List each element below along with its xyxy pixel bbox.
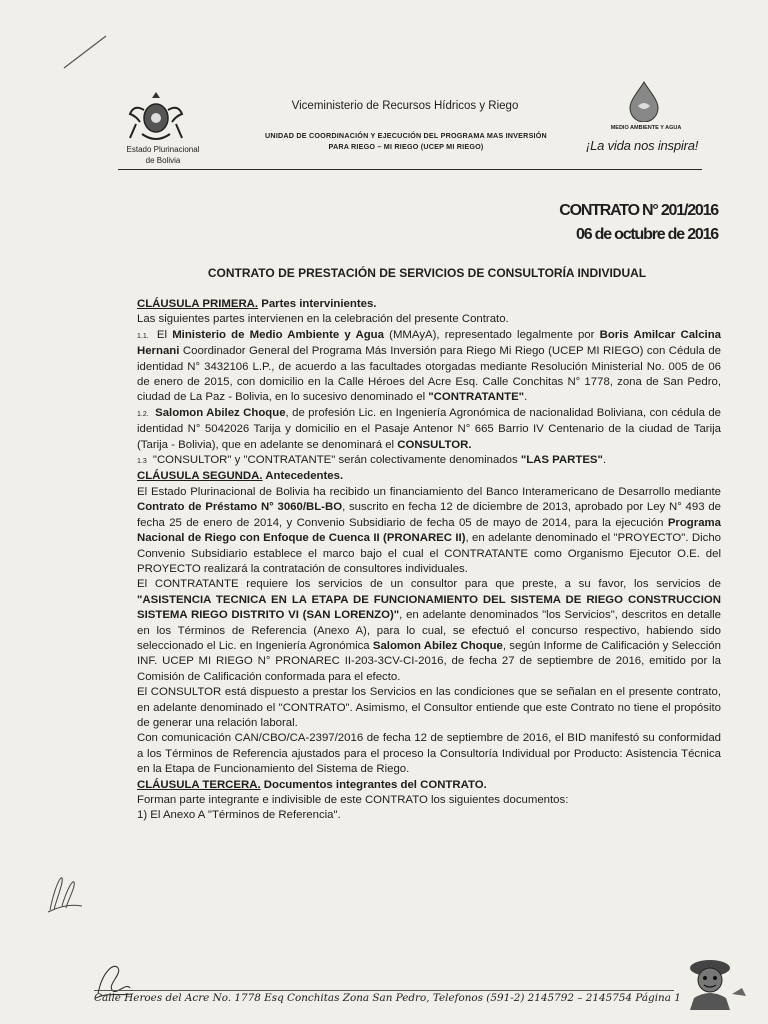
paragraph: El CONTRATANTE requiere los servicios de un consultor para que preste, a su favor, los servicios de "ASISTENCIA TECNICA EN LA ETAPA DE FUNCIONAMIENTO DEL SISTEMA DE RIEGO CONSTRUCCION SISTEMA RIEGO DISTRITO VI (SAN LORENZO)", en adelante denominados "los Servicios", descritos en detalle en los Términos de Referencia (Anexo A), para lo cual, se efectuó el concurso respectivo, habiendo sido seleccionado el Lic. en Ingeniería Agronómica Salomon Abilez Choque, según Informe de Calificación y Selección INF. UCEP MI RIEGO N° PRONAREC II-203-3CV-CI-2016, de fecha 27 de septiembre de 2016, emitido por la Comisión de Calificación conformada para el efecto.: [137, 578, 722, 683]
contract-number: CONTRATO N° 201/2016: [559, 202, 718, 219]
mascot-illustration-icon: [672, 954, 752, 1010]
list-item: 1.3 "CONSULTOR" y "CONTRATANTE" serán colectivamente denominados "LAS PARTES".: [137, 454, 607, 467]
list-item: 1.2. Salomon Abilez Choque, de profesión Lic. en Ingeniería Agronómica de nacionalidad Boliviana, con cédula de identidad N° 5042026 Tarija y domicilio en el Pasaje Antenor N° 665 Barrio IV Centenario de la ciudad de Tarija (Tarija - Bolivia), que en adelante se denominará el CONSULTOR.: [137, 406, 721, 451]
footer-address: Calle Heroes del Acre No. 1778 Esq Conchitas Zona San Pedro, Telefonos (591-2) 2145792 – 2145754 Página 1: [94, 992, 681, 1004]
signature-initials-icon: [42, 870, 86, 916]
clause-heading: CLÁUSULA PRIMERA. Partes intervinientes.: [137, 298, 377, 310]
list-item: 1) El Anexo A "Términos de Referencia".: [137, 809, 341, 822]
footer-divider: [94, 990, 674, 991]
list-item: 1.1. El Ministerio de Medio Ambiente y Agua (MMAyA), representado legalmente por Boris Amilcar Calcina Hernani Coordinador General del Programa Más Inversión para Riego Mi Riego (UCEP MI RIEGO) con Cédula de identidad N° 3432106 L.P., de acuerdo a las facultades otorgadas mediante Resolución Ministerial No. 005 de 06 de enero de 2015, con domicilio en la Calle Héroes del Acre Esq. Calle Conchitas N° 1778, zona de San Pedro, ciudad de La Paz - Bolivia, en lo sucesivo denominado el "CONTRATANTE".: [137, 328, 721, 404]
contract-date: 06 de octubre de 2016: [576, 226, 718, 243]
paragraph: El CONSULTOR está dispuesto a prestar los Servicios en las condiciones que se señalan en el presente contrato, en adelante denominado el "CONTRATO". Asimismo, el Consultor entiende que este Contrato no tiene el propósito de generar una relación laboral.: [137, 686, 721, 729]
ministry-water-drop-icon: [624, 80, 664, 122]
clause-intro: Forman parte integrante e indivisible de este CONTRATO los siguientes documentos:: [137, 794, 569, 806]
vice-ministry-name: Viceministerio de Recursos Hídricos y Riego: [291, 100, 519, 112]
pen-mark: [62, 34, 108, 70]
unit-name: UNIDAD DE COORDINACIÓN Y EJECUCIÓN DEL PROGRAMA MAS INVERSIÓN PARA RIEGO – MI RIEGO (UCEP MI RIEGO): [265, 131, 547, 151]
clause-heading: CLÁUSULA TERCERA. Documentos integrantes del CONTRATO.: [137, 778, 487, 791]
paragraph: Con comunicación CAN/CBO/CA-2397/2016 de fecha 12 de septiembre de 2016, el BID manifestó su conformidad a los Términos de Referencia ajustados para el proceso la Consultoría Individual por Producto: Asistencia Técnica en la Etapa de Funcionamiento del Sistema de Riego.: [137, 732, 721, 776]
ministry-small-label: MEDIO AMBIENTE Y AGUA: [610, 125, 682, 131]
paragraph: El Estado Plurinacional de Bolivia ha recibido un financiamiento del Banco Interamericano de Desarrollo mediante Contrato de Préstamo N° 3060/BL-BO, suscrito en fecha 12 de diciembre de 2013, aprobado por Ley N° 493 de fecha 25 de enero de 2014, y Convenio Subsidiario de fecha 05 de mayo de 2014, para la ejecución Programa Nacional de Riego con Enfoque de Cuenca II (PRONAREC II), en adelante denominado el "PROYECTO". Dicho Convenio Subsidiario establece el marco bajo el cual el CONTRATANTE como Organismo Ejecutor O.E. del PROYECTO realizará la contratación de consultores individuales.: [137, 485, 721, 575]
document-body: [137, 297, 721, 824]
state-name: Estado Plurinacional de Bolivia: [126, 145, 200, 165]
document-title: CONTRATO DE PRESTACIÓN DE SERVICIOS DE CONSULTORÍA INDIVIDUAL: [207, 266, 647, 280]
bolivia-coat-of-arms-icon: [126, 88, 186, 146]
slogan: ¡La vida nos inspira!: [586, 138, 699, 153]
header-divider: [118, 169, 702, 170]
clause-intro: Las siguientes partes intervienen en la celebración del presente Contrato.: [137, 313, 509, 326]
clause-heading: CLÁUSULA SEGUNDA. Antecedentes.: [137, 470, 344, 483]
